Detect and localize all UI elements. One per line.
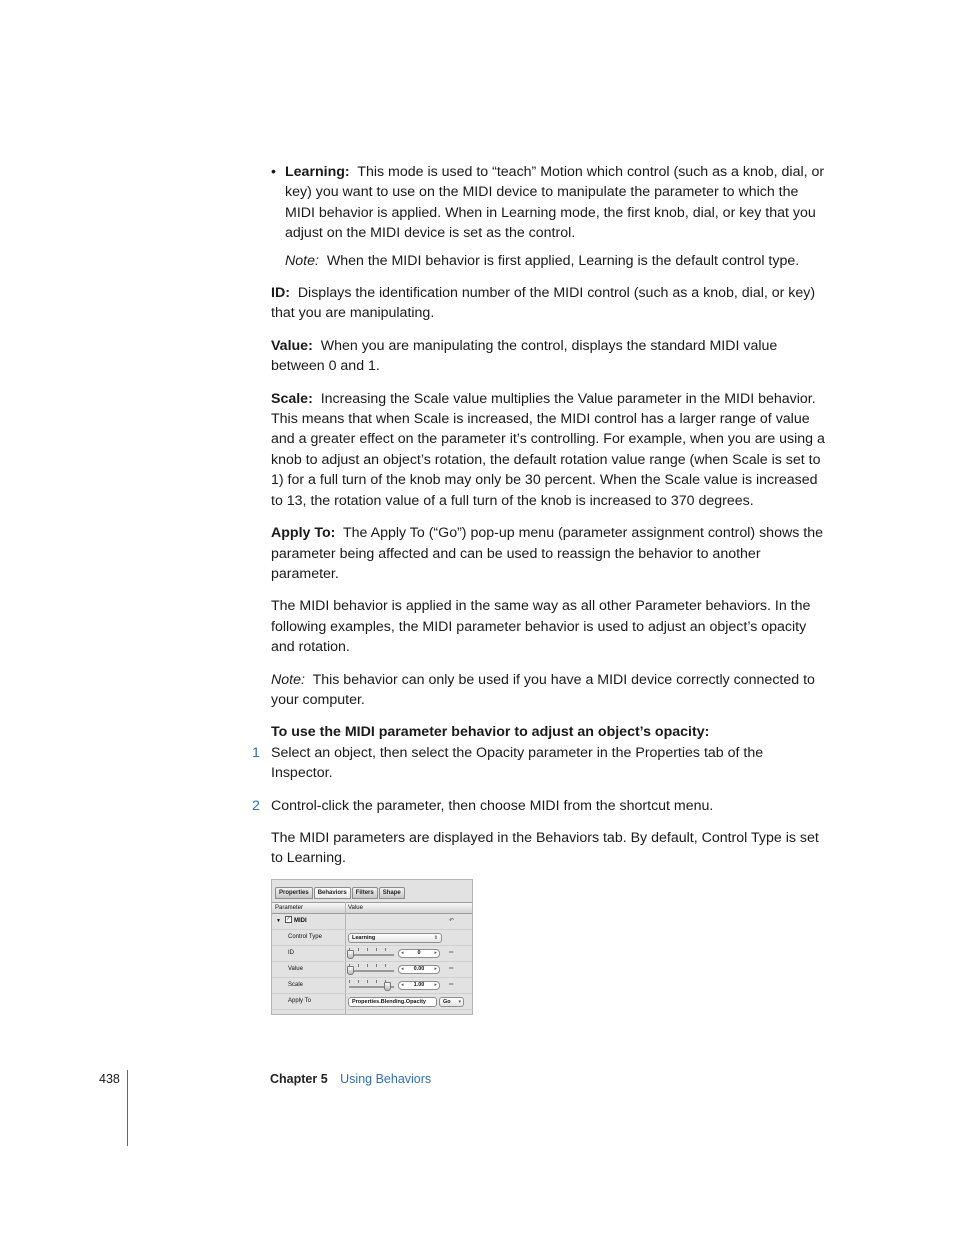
tab-filters[interactable]: Filters — [352, 887, 378, 899]
tab-properties[interactable]: Properties — [275, 887, 313, 899]
tab-behaviors[interactable]: Behaviors — [314, 887, 351, 899]
chapter-label: Chapter 5 — [270, 1072, 328, 1086]
col-parameter: Parameter — [275, 905, 304, 911]
footer-rule — [127, 1070, 128, 1146]
animation-menu-icon[interactable]: ═ — [449, 966, 454, 972]
row-id: ID ◂ 0 ▸ ═ — [272, 946, 472, 962]
slider-thumb[interactable] — [347, 966, 354, 975]
step-number: 1 — [252, 744, 260, 761]
apply-to-field[interactable]: Properties.Blending.Opacity — [348, 997, 437, 1007]
col-value: Value — [348, 905, 363, 911]
param-value: Value: When you are manipulating the control, displays the standard MIDI value between 0 and 1. — [271, 337, 778, 375]
animation-menu-icon[interactable]: ═ — [449, 950, 454, 956]
row-control-type: Control Type Learning ⇕ — [272, 930, 472, 946]
column-header — [272, 902, 472, 914]
tab-shape[interactable]: Shape — [379, 887, 405, 899]
step-1: 1 Select an object, then select the Opacity parameter in the Properties tab of the Inspector. — [252, 744, 764, 782]
control-type-popup[interactable]: Learning ⇕ — [348, 933, 442, 943]
row-value: Value ◂ 0.00 ▸ ═ — [272, 962, 472, 978]
row-scale: Scale ◂ 1.00 ▸ ═ — [272, 978, 472, 994]
chapter-title-link[interactable]: Using Behaviors — [340, 1072, 432, 1086]
increment-icon[interactable]: ▸ — [434, 982, 437, 988]
body-text — [252, 162, 827, 881]
midi-enable-checkbox[interactable]: ✓ — [286, 916, 291, 922]
running-footer — [270, 1072, 431, 1086]
note-learning-default: Note: When the MIDI behavior is first applied, Learning is the default control type. — [285, 252, 800, 269]
value-value-field[interactable]: ◂ 0.00 ▸ — [398, 965, 440, 974]
note-label: Note: — [285, 252, 319, 269]
go-popup-button[interactable]: Go ▾ — [439, 997, 464, 1007]
decrement-icon[interactable]: ◂ — [401, 966, 404, 972]
slider-thumb[interactable] — [384, 982, 391, 991]
increment-icon[interactable]: ▸ — [434, 950, 437, 956]
slider-ticks — [349, 964, 394, 967]
task-heading: To use the MIDI parameter behavior to adjust an object’s opacity: — [271, 724, 710, 741]
param-apply-to: Apply To: The Apply To (“Go”) pop-up menu (parameter assignment control) shows the parameter being affected and can be used to reassign the behavior to another parameter. — [271, 525, 823, 582]
inspector-tabs — [275, 887, 406, 899]
step-2: 2 Control-click the parameter, then choose MIDI from the shortcut menu. — [271, 796, 827, 816]
bullet-learning — [271, 162, 827, 244]
popup-arrow-icon: ▾ — [458, 999, 461, 1005]
param-scale: Scale: Increasing the Scale value multiplies the Value parameter in the MIDI behavior. This means that when Scale is increased, the MIDI control has a larger range of value and a greater effect on the parameter it’s controlling. For example, when you are using a knob to adjust an object’s rotation, the default rotation value range (when Scale is set to 1) for a full turn of the knob may only be 30 percent. When the Scale value is increased to 13, the rotation value of a full turn of the knob is increased to 370 degrees. — [271, 390, 825, 509]
decrement-icon[interactable]: ◂ — [401, 950, 404, 956]
id-value-field[interactable]: ◂ 0 ▸ — [398, 949, 440, 958]
animation-menu-icon[interactable]: ═ — [449, 982, 454, 988]
id-slider[interactable] — [349, 954, 394, 956]
decrement-icon[interactable]: ◂ — [401, 982, 404, 988]
increment-icon[interactable]: ▸ — [434, 966, 437, 972]
group-label: MIDI — [294, 918, 307, 924]
scale-value-field[interactable]: ◂ 1.00 ▸ — [398, 981, 440, 990]
value-slider[interactable] — [349, 970, 394, 972]
term-learning: Learning: — [285, 164, 350, 180]
learning-description: This mode is used to “teach” Motion which control (such as a knob, dial, or key) you want to use on the MIDI device to manipulate the parameter to which the MIDI behavior is applied. When in Learning mode, the first knob, dial, or key that you adjust on the MIDI device is set as the control. — [285, 164, 825, 242]
page-number: 438 — [99, 1072, 120, 1086]
step-number: 2 — [252, 797, 260, 814]
row-apply-to: Apply To Properties.Blending.Opacity Go ▾ — [272, 994, 472, 1010]
slider-ticks — [349, 948, 394, 951]
param-id: ID: Displays the identification number of the MIDI control (such as a knob, dial, or key) that you are manipulating. — [271, 285, 816, 322]
inspector-screenshot — [271, 879, 473, 1015]
disclosure-triangle-icon[interactable]: ▼ — [276, 918, 281, 924]
popup-arrows-icon: ⇕ — [433, 935, 438, 941]
note-midi-device: Note: This behavior can only be used if you have a MIDI device correctly connected to your computer. — [271, 671, 815, 708]
bullet-dot: • — [271, 164, 276, 180]
result-paragraph: The MIDI parameters are displayed in the Behaviors tab. By default, Control Type is set to Learning. — [271, 829, 819, 867]
intro-paragraph: The MIDI behavior is applied in the same way as all other Parameter behaviors. In the following examples, the MIDI parameter behavior is used to adjust an object’s opacity and rotation. — [271, 598, 811, 656]
slider-thumb[interactable] — [347, 950, 354, 959]
reset-arrow-icon[interactable]: ↶ — [449, 918, 455, 924]
midi-group-row — [272, 914, 472, 930]
